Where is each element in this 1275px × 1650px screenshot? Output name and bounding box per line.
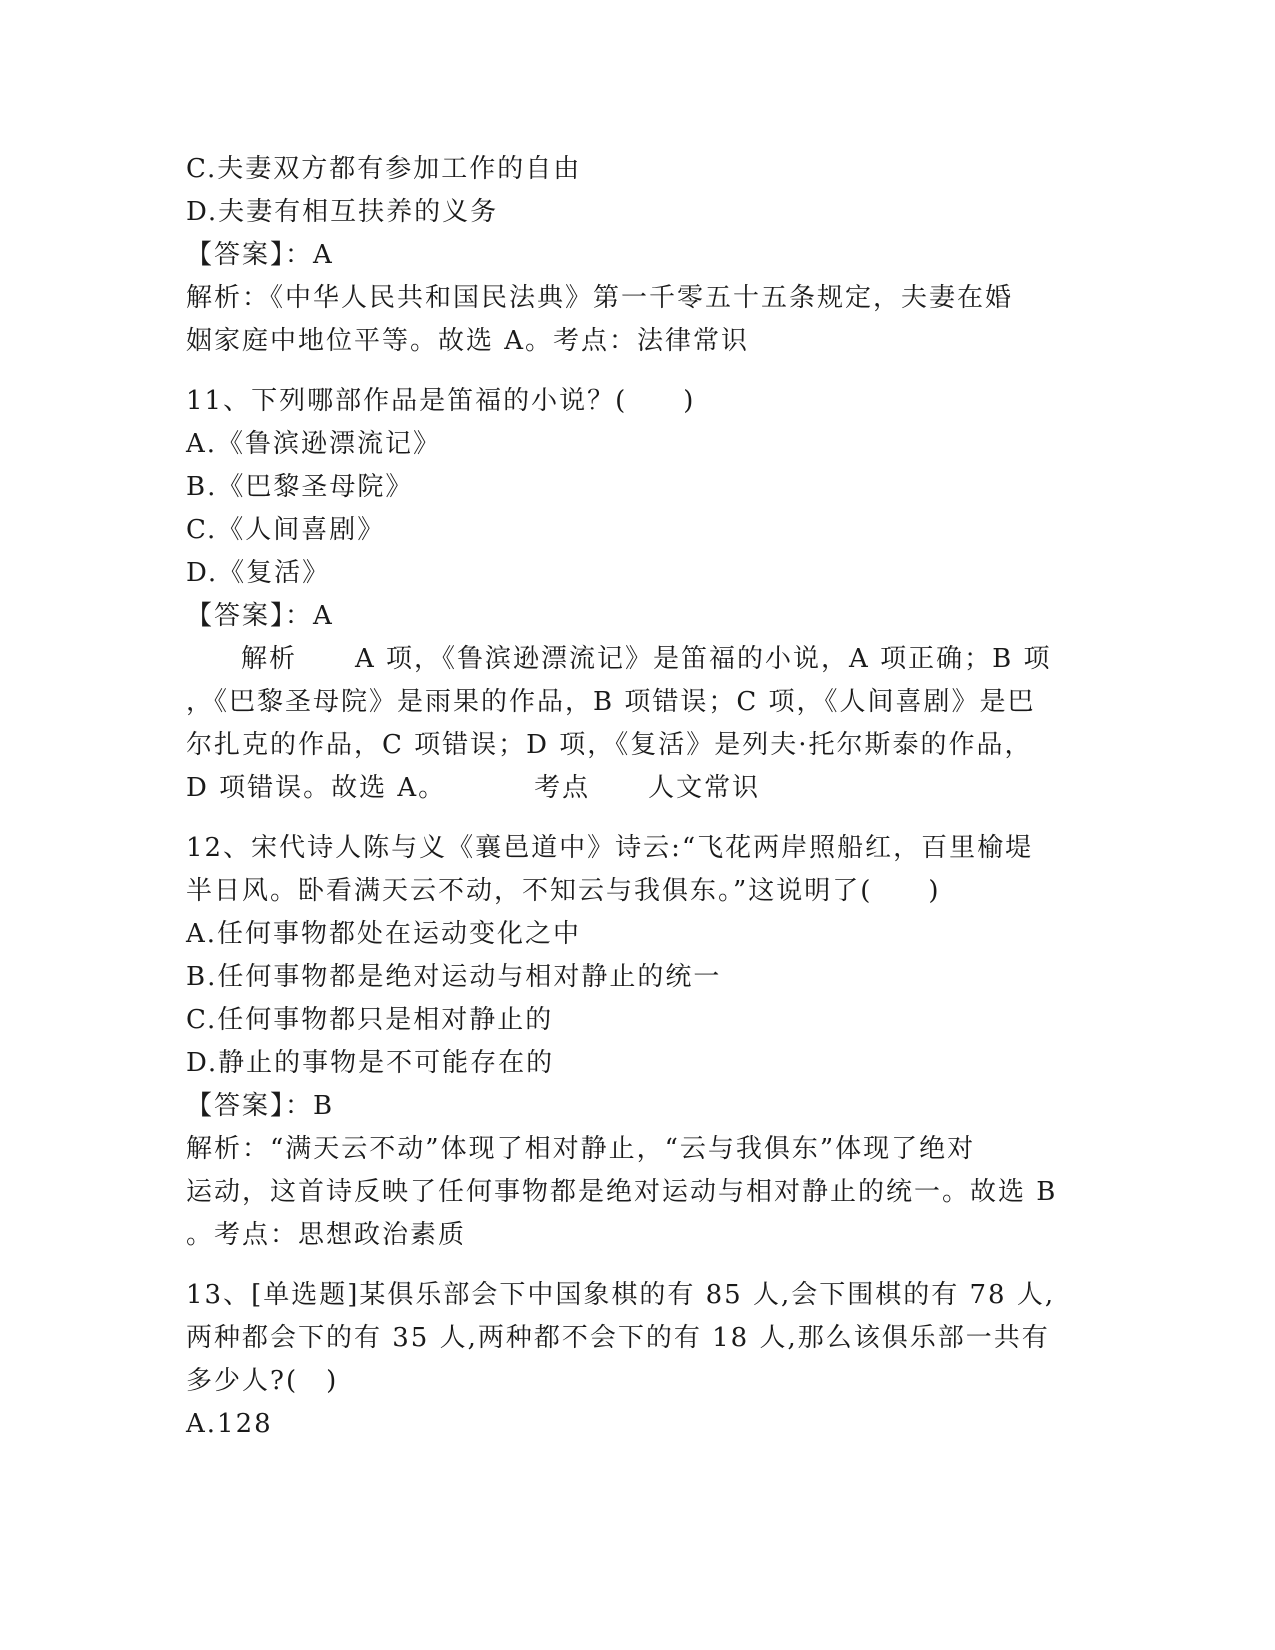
q11-option-a: A.《鲁滨逊漂流记》 xyxy=(186,429,442,459)
q12-question-line-1: 12、宋代诗人陈与义《襄邑道中》诗云:“飞花两岸照船红，百里榆堤 xyxy=(186,833,1034,863)
q11-analysis-text-1: A 项，《鲁滨逊漂流记》是笛福的小说，A 项正确；B 项 xyxy=(355,644,1052,674)
q13-option-a: A.128 xyxy=(186,1409,273,1439)
q11-analysis-line-2: ，《巴黎圣母院》是雨果的作品，B 项错误；C 项，《人间喜剧》是巴 xyxy=(186,687,1036,717)
q11-question: 11、下列哪部作品是笛福的小说？( ) xyxy=(186,386,696,416)
q12-question-line-2: 半日风。卧看满天云不动，不知云与我俱东。”这说明了( ) xyxy=(186,876,941,906)
q11-analysis-text-4a: D 项错误。故选 A。 xyxy=(186,773,447,803)
q11-option-b: B.《巴黎圣母院》 xyxy=(186,472,414,502)
q12-option-c: C.任何事物都只是相对静止的 xyxy=(186,1005,554,1035)
q12-analysis-line-3: 。考点：思想政治素质 xyxy=(186,1220,467,1250)
q11-kaodian-label: 考点 xyxy=(534,773,591,803)
q10-answer: 【答案】：A xyxy=(186,240,334,270)
q11-analysis-line-4 xyxy=(186,767,1086,810)
q10-option-d: D.夫妻有相互扶养的义务 xyxy=(186,197,499,227)
q12-option-a: A.任何事物都处在运动变化之中 xyxy=(186,919,582,949)
q11-kaodian-value: 人文常识 xyxy=(648,773,761,803)
q12-option-b: B.任何事物都是绝对运动与相对静止的统一 xyxy=(186,962,722,992)
q10-analysis-line-1: 解析：《中华人民共和国民法典》第一千零五十五条规定，夫妻在婚 xyxy=(186,283,1014,313)
q13-question-line-3: 多少人?( ) xyxy=(186,1366,339,1396)
spacer xyxy=(186,810,1086,827)
spacer xyxy=(186,1257,1086,1274)
q11-option-c: C.《人间喜剧》 xyxy=(186,515,386,545)
q12-analysis-line-1: 解析：“满天云不动”体现了相对静止，“云与我俱东”体现了绝对 xyxy=(186,1134,976,1164)
q10-option-c: C.夫妻双方都有参加工作的自由 xyxy=(186,154,582,184)
q11-analysis-line-1 xyxy=(186,638,1086,681)
q13-question-line-1: 13、[单选题]某俱乐部会下中国象棋的有 85 人,会下围棋的有 78 人, xyxy=(186,1280,1056,1310)
q12-analysis-line-2: 运动，这首诗反映了任何事物都是绝对运动与相对静止的统一。故选 B xyxy=(186,1177,1058,1207)
document-page xyxy=(186,148,1086,1446)
q13-question-line-2: 两种都会下的有 35 人,两种都不会下的有 18 人,那么该俱乐部一共有 xyxy=(186,1323,1050,1353)
q11-option-d: D.《复活》 xyxy=(186,558,331,588)
q11-answer: 【答案】：A xyxy=(186,601,334,631)
q11-analysis-line-3: 尔扎克的作品，C 项错误；D 项，《复活》是列夫·托尔斯泰的作品， xyxy=(186,730,1033,760)
q12-option-d: D.静止的事物是不可能存在的 xyxy=(186,1048,555,1078)
q11-analysis-label: 解析 xyxy=(241,644,298,674)
q10-analysis-line-2: 姻家庭中地位平等。故选 A。考点：法律常识 xyxy=(186,326,750,356)
q12-answer: 【答案】：B xyxy=(186,1091,335,1121)
spacer xyxy=(186,363,1086,380)
